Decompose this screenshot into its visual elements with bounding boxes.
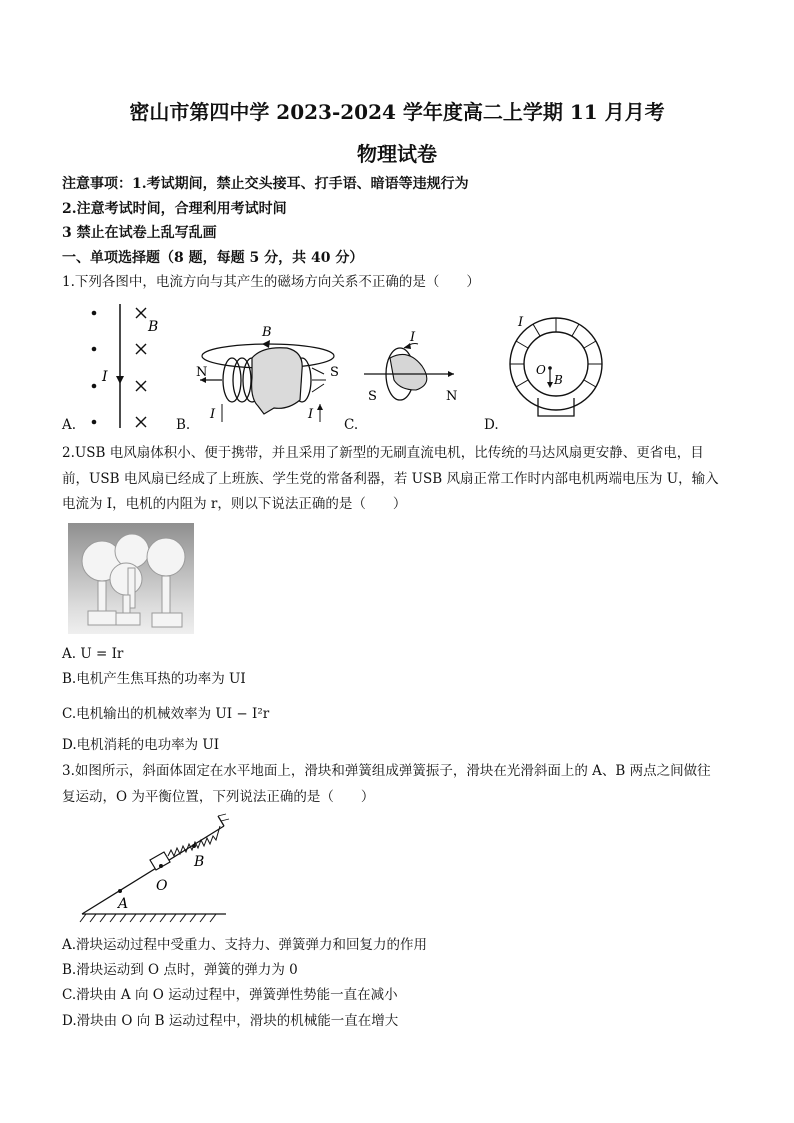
fig-c-label-n: N xyxy=(446,389,458,404)
q2-option-d: D.电机消耗的电功率为 UI xyxy=(62,737,220,753)
fig-b-label-i1: I xyxy=(210,407,216,422)
fig-a-label-b: B xyxy=(148,319,159,335)
note-3: 3 禁止在试卷上乱写乱画 xyxy=(62,225,217,241)
q1-label-c: C. xyxy=(344,417,359,433)
fig-b-label-s: S xyxy=(330,365,339,380)
q1-figure-d xyxy=(502,312,614,424)
q3-option-c: C.滑块由 A 向 O 运动过程中，弹簧弹性势能一直在减小 xyxy=(62,987,398,1003)
q3-option-d: D.滑块由 O 向 B 运动过程中，滑块的机械能一直在增大 xyxy=(62,1013,399,1029)
fig-q3-label-a: A xyxy=(118,896,129,912)
q1-label-a: A. xyxy=(62,417,77,433)
q2-stem-line-1: 2.USB 电风扇体积小、便于携带，并且采用了新型的无刷直流电机，比传统的马达风扇更安静、更省电，目 xyxy=(62,445,704,461)
q2-option-a: A. U = Ir xyxy=(62,646,124,662)
usb-fan-photo xyxy=(68,523,194,634)
fig-d-label-i: I xyxy=(518,315,524,330)
fig-c-label-s: S xyxy=(368,389,377,404)
q3-option-a: A.滑块运动过程中受重力、支持力、弹簧弹力和回复力的作用 xyxy=(62,937,428,953)
fig-b-label-n: N xyxy=(196,365,208,380)
q2-option-c: C.电机输出的机械效率为 UI − I²r xyxy=(62,706,270,722)
fig-c-label-i: I xyxy=(410,330,416,345)
section-heading: 一、单项选择题（8 题，每题 5 分，共 40 分） xyxy=(62,250,364,266)
q1-stem: 1.下列各图中，电流方向与其产生的磁场方向关系不正确的是（ ） xyxy=(62,274,480,290)
q3-incline-figure xyxy=(72,812,238,924)
note-2: 2.注意考试时间，合理利用考试时间 xyxy=(62,201,287,217)
fig-q3-label-b: B xyxy=(194,854,205,870)
q1-label-d: D. xyxy=(484,417,499,433)
fig-d-label-o: O xyxy=(536,363,546,377)
fig-b-label-b: B xyxy=(262,325,272,340)
q3-option-b: B.滑块运动到 O 点时，弹簧的弹力为 0 xyxy=(62,962,298,978)
q1-label-b: B. xyxy=(176,417,191,433)
q3-stem-line-2: 复运动，O 为平衡位置，下列说法正确的是（ ） xyxy=(62,789,375,805)
fig-q3-label-o: O xyxy=(156,878,168,894)
fig-a-label-i: I xyxy=(102,369,108,385)
q2-stem-line-2: 前，USB 电风扇已经成了上班族、学生党的常备利器，若 USB 风扇正常工作时内部电机两端电压为 U，输入 xyxy=(62,471,719,487)
fig-b-label-i2: I xyxy=(308,407,314,422)
q1-figure-b xyxy=(192,318,348,426)
q1-figure-a xyxy=(60,300,170,432)
page-title: 密山市第四中学 2023-2024 学年度高二上学期 11 月月考 xyxy=(129,100,665,124)
fig-d-label-b: B xyxy=(554,373,563,387)
q2-option-b: B.电机产生焦耳热的功率为 UI xyxy=(62,671,246,687)
note-1: 注意事项：1.考试期间，禁止交头接耳、打手语、暗语等违规行为 xyxy=(62,176,469,192)
page-subtitle: 物理试卷 xyxy=(357,142,437,166)
q1-figure-c xyxy=(360,328,466,408)
q3-stem-line-1: 3.如图所示，斜面体固定在水平地面上，滑块和弹簧组成弹簧振子，滑块在光滑斜面上的 A、B 两点之间做往 xyxy=(62,763,711,779)
usb-fan-illustration xyxy=(68,523,194,634)
q2-stem-line-3: 电流为 I，电机的内阻为 r，则以下说法正确的是（ ） xyxy=(62,496,407,512)
